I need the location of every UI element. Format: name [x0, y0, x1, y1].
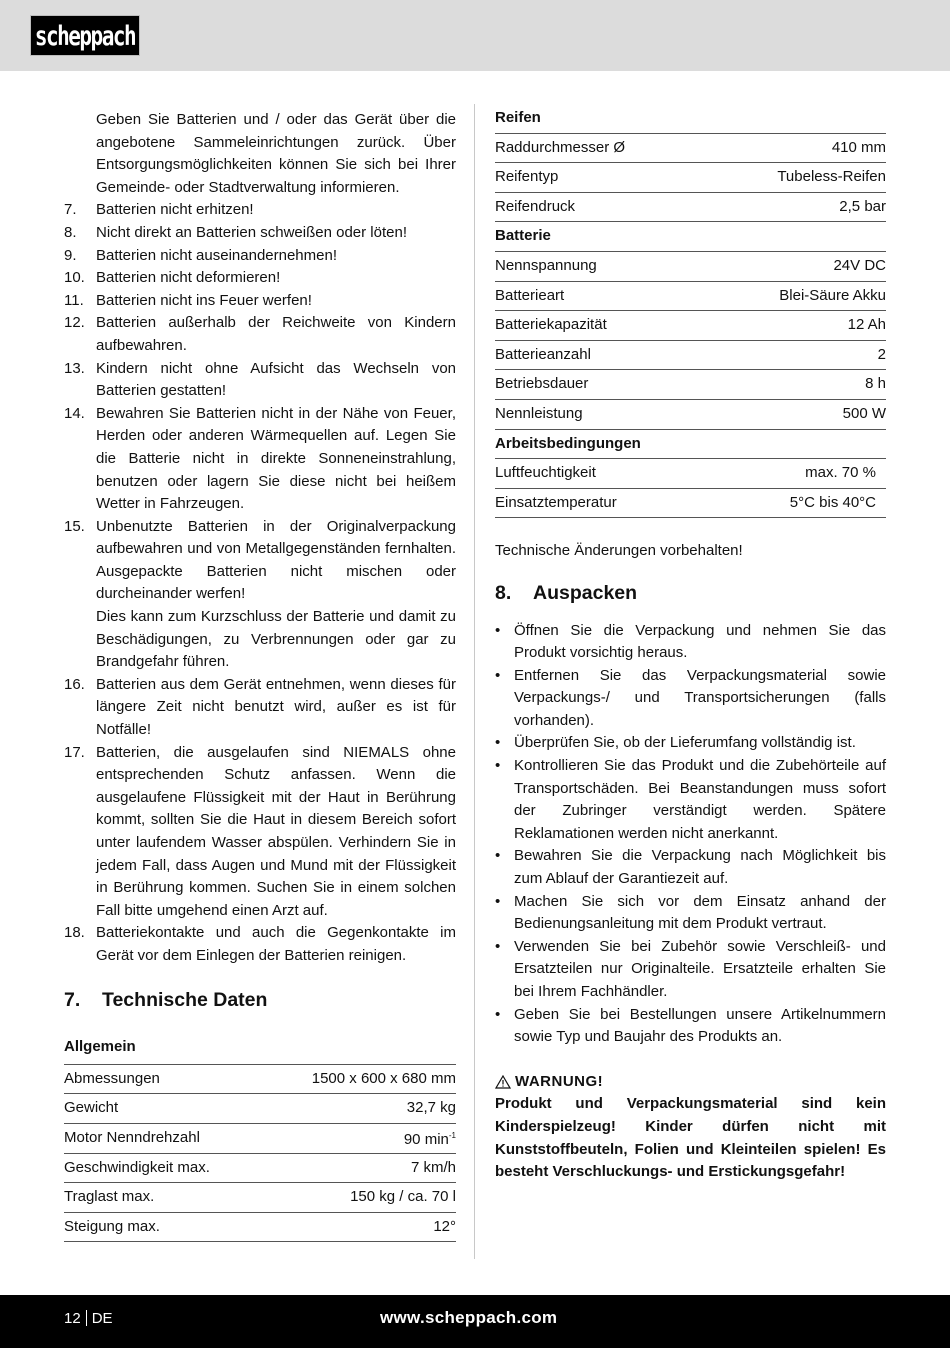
item-number: 17.	[64, 743, 85, 761]
page-footer	[0, 1295, 950, 1348]
item-number: 14.	[64, 404, 85, 422]
item-text: Bewahren Sie die Verpackung nach Möglichkeit bis zum Ablauf der Garantiezeit auf.	[514, 847, 886, 888]
item-text: Batterien nicht auseinandernehmen!	[96, 246, 337, 264]
spec-label: Einsatztemperatur	[495, 493, 617, 511]
page-header	[0, 0, 950, 71]
spec-value: Blei-Säure Akku	[779, 286, 886, 304]
scheppach-logo	[30, 15, 140, 56]
list-item	[495, 732, 886, 755]
item-text: Kontrollieren Sie das Produkt und die Zubehörteile auf Transportschäden. Bei Beanstandungen muss sofort der Zubringer verständigt werden. Spätere Reklamationen werden nicht anerkannt.	[514, 757, 886, 842]
spec-value	[261, 1123, 456, 1153]
section-title: Auspacken	[533, 581, 638, 604]
item-number: 16.	[64, 675, 85, 693]
item-text: Entfernen Sie das Verpackungsmaterial sowie Verpackungs-/ und Transportsicherungen (falls vorhanden).	[514, 666, 886, 729]
item-text: Batterien aus dem Gerät entnehmen, wenn dieses für längere Zeit nicht benutzt wird, außer es ist für Notfälle!	[96, 675, 456, 739]
warning-text: Produkt und Verpackungsmaterial sind kein Kinderspielzeug! Kinder dürfen nicht mit Kunststoffbeuteln, Folien und Kleinteilen spielen! Es besteht Verschluckungs- und Erstickungsgefahr!	[495, 1095, 886, 1181]
table-row	[495, 192, 886, 222]
item-number: 12.	[64, 314, 85, 332]
spec-value: 1500 x 600 x 680 mm	[311, 1069, 456, 1087]
item-text: Bewahren Sie Batterien nicht in der Nähe von Feuer, Herden oder anderen Wärmequellen auf. Legen Sie die Batterie nicht in direkte Sonneneinstrahlung, benutzen oder lagern Sie diese nicht bei heißem Wetter in Fahrzeugen.	[96, 404, 456, 513]
spec-value: max. 70 %	[805, 464, 876, 482]
column-divider	[474, 104, 475, 1259]
bullet-icon: •	[495, 937, 501, 955]
item-number: 8.	[64, 223, 77, 241]
list-item	[64, 312, 456, 357]
spec-value: 8 h	[865, 375, 886, 393]
table-row	[64, 1123, 456, 1153]
table-row	[495, 399, 886, 429]
item-number: 11.	[64, 291, 84, 309]
spec-label: Reifentyp	[495, 168, 559, 186]
bullet-icon: •	[495, 892, 501, 910]
item-number: 7.	[64, 201, 77, 219]
item-text: Batterien nicht ins Feuer werfen!	[96, 291, 312, 309]
list-item	[64, 199, 456, 222]
language-code: DE	[91, 1310, 113, 1327]
spec-label: Batteriekapazität	[495, 316, 607, 334]
item-text: Batteriekontakte und auch die Gegenkontakte im Gerät vor dem Einlegen der Batterien reinigen.	[96, 924, 456, 964]
spec-label: Reifendruck	[495, 197, 576, 215]
spec-value-text: 90 min	[403, 1130, 449, 1148]
table-row	[495, 281, 886, 311]
right-column	[495, 107, 886, 1184]
item-number: 10.	[64, 269, 85, 287]
spec-value: 12°	[433, 1217, 456, 1235]
spec-value-superscript: -1	[448, 1130, 456, 1140]
warning-triangle-icon	[495, 1075, 511, 1089]
spec-label: Betriebsdauer	[495, 375, 589, 393]
table-row	[64, 1153, 456, 1183]
table-row	[495, 459, 886, 489]
spec-label: Raddurchmesser Ø	[495, 138, 626, 156]
list-item	[64, 222, 456, 245]
section-heading-auspacken	[495, 582, 886, 605]
disposal-intro-paragraph: Geben Sie Batterien und / oder das Gerät über die angebotene Sammeleinrichtungen zurück. Über Entsorgungsmöglichkeiten können Sie sich bei Ihrer Gemeinde- oder Stadtverwaltung informieren.	[96, 111, 456, 196]
spec-group-title-reifen: Reifen	[495, 109, 541, 126]
spec-label: Nennspannung	[495, 256, 597, 274]
spec-value: 24V DC	[833, 256, 886, 274]
item-text: Machen Sie sich vor dem Einsatz anhand der Bedienungsanleitung mit dem Produkt vertraut.	[514, 892, 886, 933]
list-item	[495, 1004, 886, 1049]
website-link[interactable]: www.scheppach.com	[380, 1308, 558, 1327]
warning-block	[495, 1071, 886, 1184]
list-item	[64, 358, 456, 403]
spec-group-title: Batterie	[495, 227, 551, 245]
spec-value: 32,7 kg	[406, 1099, 456, 1117]
spec-label: Luftfeuchtigkeit	[495, 464, 596, 482]
spec-group-row-arbeitsbedingungen	[495, 429, 886, 459]
warning-title: WARNUNG!	[515, 1072, 604, 1090]
list-item	[495, 665, 886, 733]
section-heading-technische-daten	[64, 989, 456, 1012]
spec-label: Batterieanzahl	[495, 345, 591, 363]
logo-text: scheppach	[34, 20, 136, 51]
list-item	[64, 674, 456, 742]
bullet-icon: •	[495, 734, 501, 752]
item-number: 13.	[64, 359, 85, 377]
item-text: Batterien außerhalb der Reichweite von Kindern aufbewahren.	[96, 314, 456, 354]
spec-label: Abmessungen	[64, 1069, 160, 1087]
list-item	[64, 245, 456, 268]
spec-group-title-allgemein: Allgemein	[64, 1038, 136, 1056]
table-row	[64, 1212, 456, 1242]
item-text: Batterien, die ausgelaufen sind NIEMALS ohne entsprechenden Schutz anfassen. Wenn die ausgelaufene Flüssigkeit mit der Haut in Berührung kommt, sollten Sie die Haut in diesem Bereich sofort unter laufendem Wasser abspülen. Verhindern Sie in jedem Fall, dass Augen und Mund mit der Flüssigkeit in Berührung kommen. Suchen Sie in einem solchen Fall bitte umgehend einen Arzt auf.	[96, 743, 456, 919]
spec-table-allgemein	[64, 1064, 456, 1243]
item-subtext: Dies kann zum Kurzschluss der Batterie und damit zu Beschädigungen, zu Verbrennungen oder gar zu Brandgefahr führen.	[96, 608, 456, 671]
table-row	[495, 370, 886, 400]
item-text: Nicht direkt an Batterien schweißen oder löten!	[96, 223, 407, 241]
spec-value: 12 Ah	[847, 316, 886, 334]
page-info	[64, 1310, 113, 1327]
list-item	[64, 922, 456, 967]
spec-label: Batterieart	[495, 286, 565, 304]
spec-label: Nennleistung	[495, 404, 583, 422]
item-text: Unbenutzte Batterien in der Originalverpackung aufbewahren und von Metallgegenständen fernhalten. Ausgepackte Batterien nicht mischen oder durcheinander werfen!	[96, 517, 456, 603]
item-text: Kindern nicht ohne Aufsicht das Wechseln von Batterien gestatten!	[96, 359, 456, 400]
list-item	[495, 620, 886, 665]
unpacking-bullet-list	[495, 620, 886, 1049]
separator	[86, 1310, 87, 1326]
spec-group-title: Arbeitsbedingungen	[495, 434, 641, 452]
item-number: 15.	[64, 517, 85, 535]
list-item	[495, 755, 886, 845]
item-number: 9.	[64, 246, 77, 264]
spec-value: 2	[877, 345, 886, 363]
spec-label: Geschwindigkeit max.	[64, 1158, 210, 1176]
spec-value: 7 km/h	[410, 1158, 456, 1176]
battery-safety-list	[64, 199, 456, 967]
table-row	[495, 163, 886, 193]
left-column	[64, 109, 456, 1242]
list-item	[64, 267, 456, 290]
bullet-icon: •	[495, 666, 501, 684]
bullet-icon: •	[495, 621, 501, 639]
list-item	[495, 936, 886, 1004]
item-text: Batterien nicht erhitzen!	[96, 201, 254, 219]
table-row	[495, 488, 886, 518]
spec-table-right	[495, 133, 886, 519]
item-text: Öffnen Sie die Verpackung und nehmen Sie das Produkt vorsichtig heraus.	[514, 621, 886, 662]
bullet-icon: •	[495, 847, 501, 865]
section-title: Technische Daten	[102, 988, 268, 1011]
page-number: 12	[64, 1310, 81, 1327]
spec-label: Gewicht	[64, 1099, 119, 1117]
table-row	[495, 340, 886, 370]
spec-value: 150 kg / ca. 70 l	[350, 1188, 456, 1206]
table-row	[495, 133, 886, 163]
list-item	[64, 742, 456, 923]
spec-label: Steigung max.	[64, 1217, 160, 1235]
section-number: 8.	[495, 581, 512, 604]
spec-value: 500 W	[842, 404, 886, 422]
spec-label: Motor Nenndrehzahl	[64, 1128, 200, 1146]
table-row	[64, 1064, 456, 1094]
spec-value: 410 mm	[831, 138, 886, 156]
table-row	[495, 251, 886, 281]
spec-label: Traglast max.	[64, 1188, 155, 1206]
list-item	[64, 403, 456, 516]
item-number: 18.	[64, 924, 85, 942]
item-text: Batterien nicht deformieren!	[96, 269, 281, 287]
warning-heading	[495, 1071, 886, 1094]
bullet-icon: •	[495, 757, 501, 775]
list-item	[495, 845, 886, 890]
list-item	[64, 516, 456, 674]
section-number: 7.	[64, 988, 81, 1011]
table-row	[495, 311, 886, 341]
table-row	[64, 1094, 456, 1124]
spec-value: 5°C bis 40°C	[789, 493, 876, 511]
spec-value: Tubeless-Reifen	[777, 168, 886, 186]
technical-changes-note: Technische Änderungen vorbehalten!	[495, 542, 743, 560]
item-text: Verwenden Sie bei Zubehör sowie Verschleiß- und Ersatzteilen nur Originalteile. Ersatzteile erhalten Sie bei Ihrem Fachhändler.	[514, 937, 886, 1000]
bullet-icon: •	[495, 1005, 501, 1023]
list-item	[64, 290, 456, 313]
item-text: Überprüfen Sie, ob der Lieferumfang vollständig ist.	[514, 734, 856, 752]
item-text: Geben Sie bei Bestellungen unsere Artikelnummern sowie Typ und Baujahr des Produkts an.	[514, 1005, 886, 1046]
spec-group-row-batterie	[495, 222, 886, 252]
list-item	[495, 891, 886, 936]
spec-value: 2,5 bar	[839, 197, 886, 215]
table-row	[64, 1183, 456, 1213]
